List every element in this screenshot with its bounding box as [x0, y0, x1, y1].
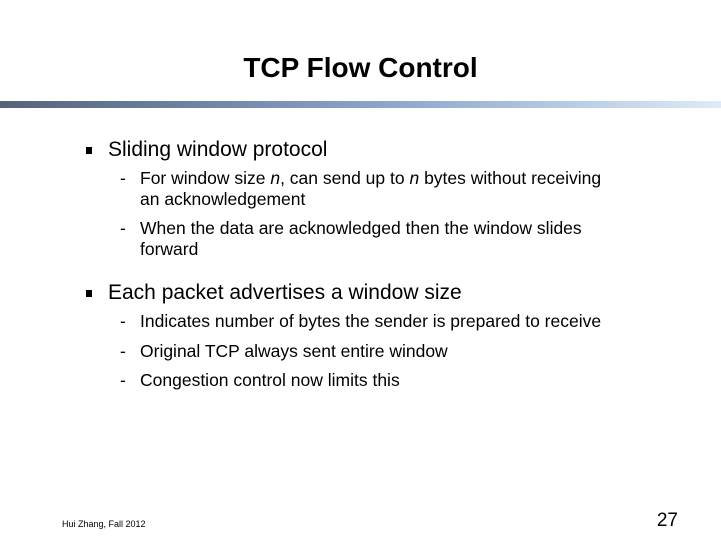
sub-bullet-text-part: bytes without receiving an acknowledgement: [140, 168, 602, 209]
slide-body: [86, 136, 706, 391]
sub-bullet-item: [120, 218, 610, 259]
sub-bullet-text-part: For window size: [140, 168, 271, 188]
bullet-item-sliding-window: [86, 136, 706, 164]
square-bullet-icon: [86, 147, 92, 154]
dash-bullet-icon: -: [120, 218, 126, 238]
section-spacer: [86, 259, 706, 279]
sub-bullet-item: [120, 341, 610, 362]
sub-bullet-italic-variable: n: [270, 168, 281, 188]
sub-bullet-item: [120, 311, 610, 332]
sub-bullet-text: Congestion control now limits this: [140, 370, 400, 390]
dash-bullet-icon: -: [120, 340, 126, 361]
sub-bullet-item: [120, 370, 610, 391]
sub-list-sliding-window: [120, 168, 706, 259]
dash-bullet-icon: -: [120, 168, 126, 188]
slide-footer: Hui Zhang, Fall 2012: [62, 519, 146, 529]
bullet-item-window-size: [86, 279, 706, 307]
sub-bullet-text: Indicates number of bytes the sender is prepared to receive: [140, 311, 602, 331]
sub-bullet-text: Original TCP always sent entire window: [140, 340, 448, 361]
title-underline-bar: [0, 101, 721, 108]
dash-bullet-icon: -: [120, 370, 126, 390]
square-bullet-icon: [86, 290, 92, 297]
sub-bullet-text-part: , can send up to: [280, 168, 410, 188]
dash-bullet-icon: -: [120, 311, 126, 331]
sub-list-window-size: [120, 311, 706, 391]
sub-bullet-text: When the data are acknowledged then the window slides forward: [140, 218, 582, 259]
slide-title: TCP Flow Control: [243, 52, 478, 83]
bullet-text: Sliding window protocol: [108, 138, 328, 161]
sub-bullet-italic-variable: n: [409, 168, 420, 188]
page-number: 27: [656, 510, 678, 531]
bullet-text: Each packet advertises a window size: [108, 281, 462, 304]
sub-bullet-item: [120, 168, 610, 209]
